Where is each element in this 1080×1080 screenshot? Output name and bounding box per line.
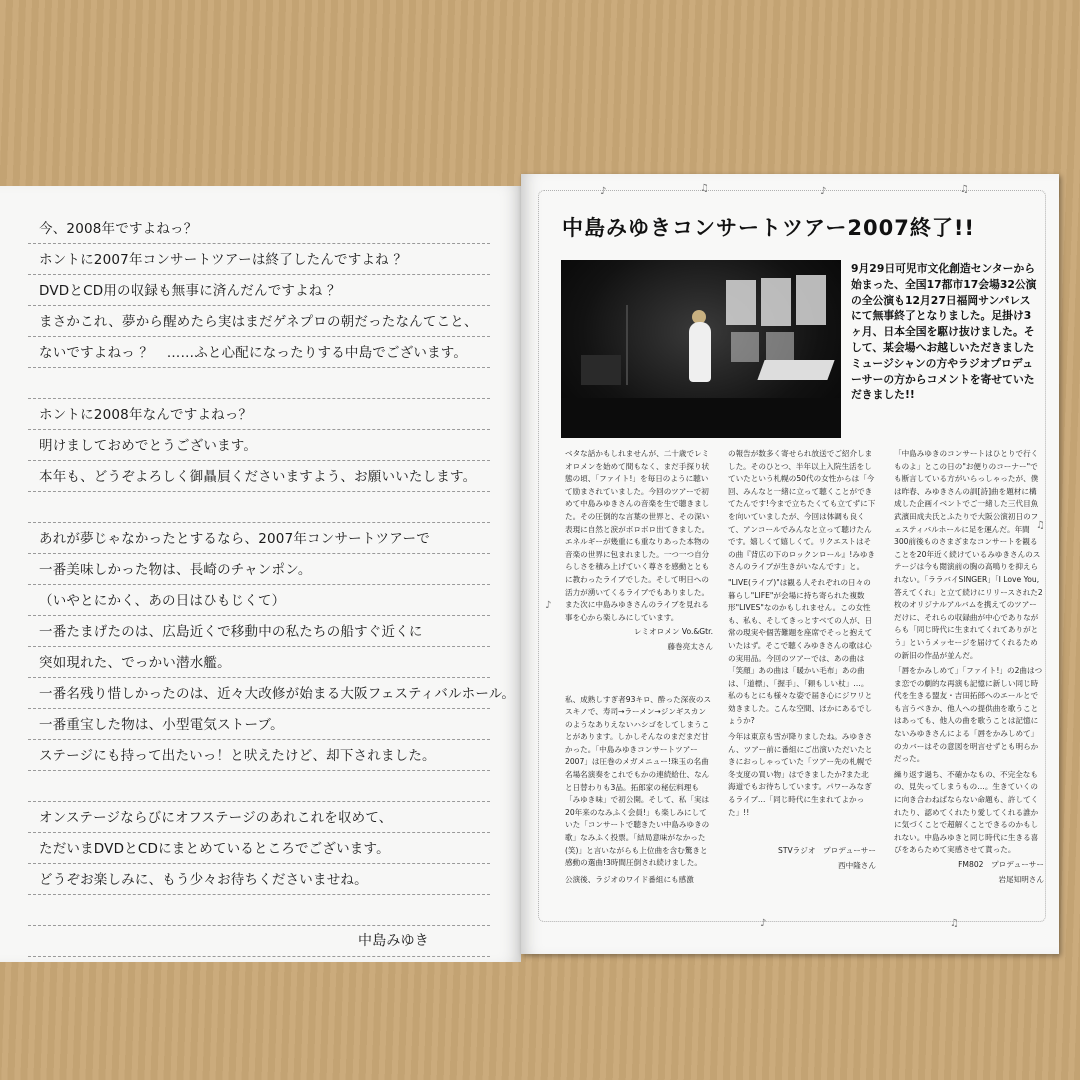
music-note-icon: ♪ xyxy=(760,918,767,929)
comment-text: "LIVE(ライブ)"は観る人それぞれの日々の暮らし"LIFE"が会場に持ち寄られた複数形"LIVES"なのかもしれません。この女性も、私も、そしてきっとすべての人が、日常の現実や個苦難題を座席でそっと抱えていたはず。そこで聴くみゆきさんの歌は心の実用品。今回のツアーでは、あの曲は「笑顔」あの曲は「暖かい毛布」あの曲は、「道標」、「握手」、「頼もしい杖」…。私のもとにも様々な姿で届き心にジワリと効きました。こんな空間、ほかにあるでしょうか? xyxy=(728,577,873,726)
letter-line: 一番名残り惜しかったのは、近々大改修が始まる大阪フェスティバルホール。 xyxy=(28,678,490,709)
letter-line: 一番重宝した物は、小型電気ストーブ。 xyxy=(28,709,490,740)
letter-line: 本年も、どうぞよろしく御贔屓くださいますよう、お願いいたします。 xyxy=(28,461,490,492)
letter-line: 一番美味しかった物は、長崎のチャンポン。 xyxy=(28,554,490,585)
signature: 中島みゆき xyxy=(358,933,429,949)
letter-line: どうぞお楽しみに、もう少々お待ちくださいませね。 xyxy=(28,864,490,895)
letter-line: ただいまDVDとCDにまとめているところでございます。 xyxy=(28,833,490,864)
letter-line: 今、2008年ですよねっ？ xyxy=(28,213,490,244)
music-note-icon: ♪ xyxy=(820,186,827,197)
comment-text: 公演後、ラジオのワイド番組にも感激 xyxy=(565,874,694,884)
letter-line: 一番たまげたのは、広島近くで移動中の私たちの船すぐ近くに xyxy=(28,616,490,647)
comment-credit: STVラジオ プロデューサー xyxy=(778,846,876,856)
comment-credit: 藤巻亮太さん xyxy=(667,641,713,651)
article-title: 中島みゆきコンサートツアー2007終了!! xyxy=(562,216,975,240)
comment-credit: FM802 プロデューサー xyxy=(958,860,1044,869)
letter-line: ホントに2007年コンサートツアーは終了したんですよね ？ xyxy=(28,244,490,275)
letter-line: まさかこれ、夢から醒めたら実はまだゲネプロの朝だったなんてこと、 xyxy=(28,306,490,337)
music-note-icon: ♪ xyxy=(600,186,607,197)
letter-line xyxy=(28,895,490,926)
concert-photo xyxy=(561,260,841,438)
comment-column-2 xyxy=(728,448,876,872)
music-note-icon: ♪ xyxy=(545,600,552,611)
letter-line: （いやとにかく、あの日はひもじくて） xyxy=(28,585,490,616)
letter-line: ステージにも持って出たいっ！と吠えたけど、却下されました。 xyxy=(28,740,490,771)
letter-line xyxy=(28,771,490,802)
music-note-icon: ♫ xyxy=(700,183,709,194)
comment-text: 「中島みゆきのコンサートはひとりで行くものよ」とこの日の"お便りのコーナー"でも断言している方がいらっしゃったが、僕は昨春、みゆきさんの訓[詩]曲を題材に構成した企画イベントでご一緒した三代目魚武濱田成夫氏とふたりで大阪公演初日のフェスティバルホールに足を運んだ。年間300前後ものさまざまなコンサートを観ることを20年近く続けているみゆきさんのステージは今も閲演前の胸の高鳴りを抑えられない。「ララバイSINGER」「I Love You, 答えてくれ」と立て続けにリリースされた2枚のオリジナルアルバムを携えてのツアーだけに、それらの収録曲が中心でありながらも「同じ時代に生まれてくれてありがとう」というメッセージを届けてくれるための新旧の作品が並んだ。 xyxy=(894,449,1043,660)
letter-line: オンステージならびにオフステージのあれこれを収めて、 xyxy=(28,802,490,833)
letter-line xyxy=(28,492,490,523)
letter-line xyxy=(28,368,490,399)
letter-line: あれが夢じゃなかったとするなら、2007年コンサートツアーで xyxy=(28,523,490,554)
intro-text: 9月29日可児市文化創造センターから始まった、全国17都市17会場32公演の全公演も12月27日福岡サンパレスにて無事終了となりました。足掛け3ヶ月、日本全国を駆け抜けました。そして、某会場へお越しいただきましたミュージシャンの方やラジオプロデューサーの方からコメントを寄せていただきました!! xyxy=(851,262,1037,402)
comment-credit: 西中隆さん xyxy=(838,860,876,870)
signature-line xyxy=(28,926,490,957)
letter-line: ないですよねっ ？ ……ふと心配になったりする中島でございます。 xyxy=(28,337,490,368)
comment-credit: レミオロメン Vo.&Gtr. xyxy=(633,627,713,637)
comment-text: 私、成熟しすぎ者93キロ、酔った深夜のススキノで、寿司→ラーメン→ジンギスカンのようなありえないハシゴをしてしまうことがあります。しかしそんなのまだまだ甘かった。「中島みゆきコンサートツアー2007」は圧巻のメガメニュー!珠玉の名曲名場名演奏をこれでもかの連続給仕、なんと日替わりも3品。拓郎家の秘伝料理も「みゆき味」で初公開。そして、私「実は20年来のなみふく会員!」も楽しみにしていた「コンサートで聴きたい中島みゆきの歌」なみふく投票。「結局意味がなかった(笑)」と言いながらも上位曲を含む驚きと感動の選曲!3時間圧倒され続けました。 xyxy=(565,694,712,868)
comment-text: の報告が数多く寄せられ放送でご紹介しました。そのひとつ、半年以上入院生活をしていたという札幌の50代の女性からは「今回、みんなと一緒に立って聴くことができてたんです!今まで立ちたくても立てずに下を向いていましたが、今回は体調も良くて、アンコールでみんなと立って聴けたんです。嬉しくて嬉しくて。リクエストはその曲『背広の下のロックンロール』!みゆきさんのライブが生きがいなんです」と。 xyxy=(728,449,876,572)
letter-line: DVDとCD用の収録も無事に済んだんですよね ？ xyxy=(28,275,490,306)
comment-text: 繰り返す過ち、不確かなもの、不完全なもの、見失ってしまうもの…。生きていくのに向き合わねばならない命題も、許してくれたり、認めてくれたり愛してくれる誰かに気づくことで超解くことできるのかもしれない。中島みゆきと同じ時代に生きる喜びをあらためて実感させて貰った。 xyxy=(894,769,1039,855)
music-note-icon: ♫ xyxy=(1036,520,1045,531)
comment-text: 今年は東京も雪が降りましたね。みゆきさん、ツアー前に番組にご出演いただいたときにおっしゃっていた「ツアー先の札幌で冬支度の買い物」はできましたか?また北海道でもお待ちしています。パワーみなぎるライブ…「同じ時代に生まれてよかった」!! xyxy=(728,732,873,817)
music-note-icon: ♫ xyxy=(960,184,969,195)
letter-line: 突如現れた、でっかい潜水艦。 xyxy=(28,647,490,678)
comment-credit: 岩尾知明さん xyxy=(998,874,1044,884)
left-page-letter xyxy=(28,213,516,957)
comment-column-1 xyxy=(565,448,713,886)
comment-column-3 xyxy=(894,448,1044,886)
music-note-icon: ♫ xyxy=(950,918,959,929)
letter-line: 明けましておめでとうございます。 xyxy=(28,430,490,461)
comment-text: 「唇をかみしめて」「ファイト!」の2曲はつま恋での劇的な再演も記憶に新しい同じ時代を生きる盟友・吉田拓郎へのエールとでも言うべきか、他人への提供曲を歌うことはあっても、他人の曲を歌うことは記憶にないみゆきさんによる「唇をかみしめて」のカバーはその意図を明言せずとも明らかだった。 xyxy=(894,666,1043,764)
letter-line: ホントに2008年なんですよねっ？ xyxy=(28,399,490,430)
comment-text: ベタな話かもしれませんが、二十歳でレミオロメンを始めて間もなく、まだ手探り状態の頃、「ファイト!」を毎日のように聴いて励まされていました。今回のツアーで初めて中島みゆきさんの音楽を生で聴きました。その圧倒的な言葉の世界と、その深い表現に自然と涙がボロボロ出てきました。エネルギーが幾重にも重なりあった本物の音楽の世界に包まれました。一つ一つ自分らしさを積み上げていく尊さを感動とともに教わったライブでした。そして明日への活力が湧いてくるライブでもありました。また次に中島みゆきさんのライブを見れる事を心から楽しみにしています。 xyxy=(565,449,710,622)
